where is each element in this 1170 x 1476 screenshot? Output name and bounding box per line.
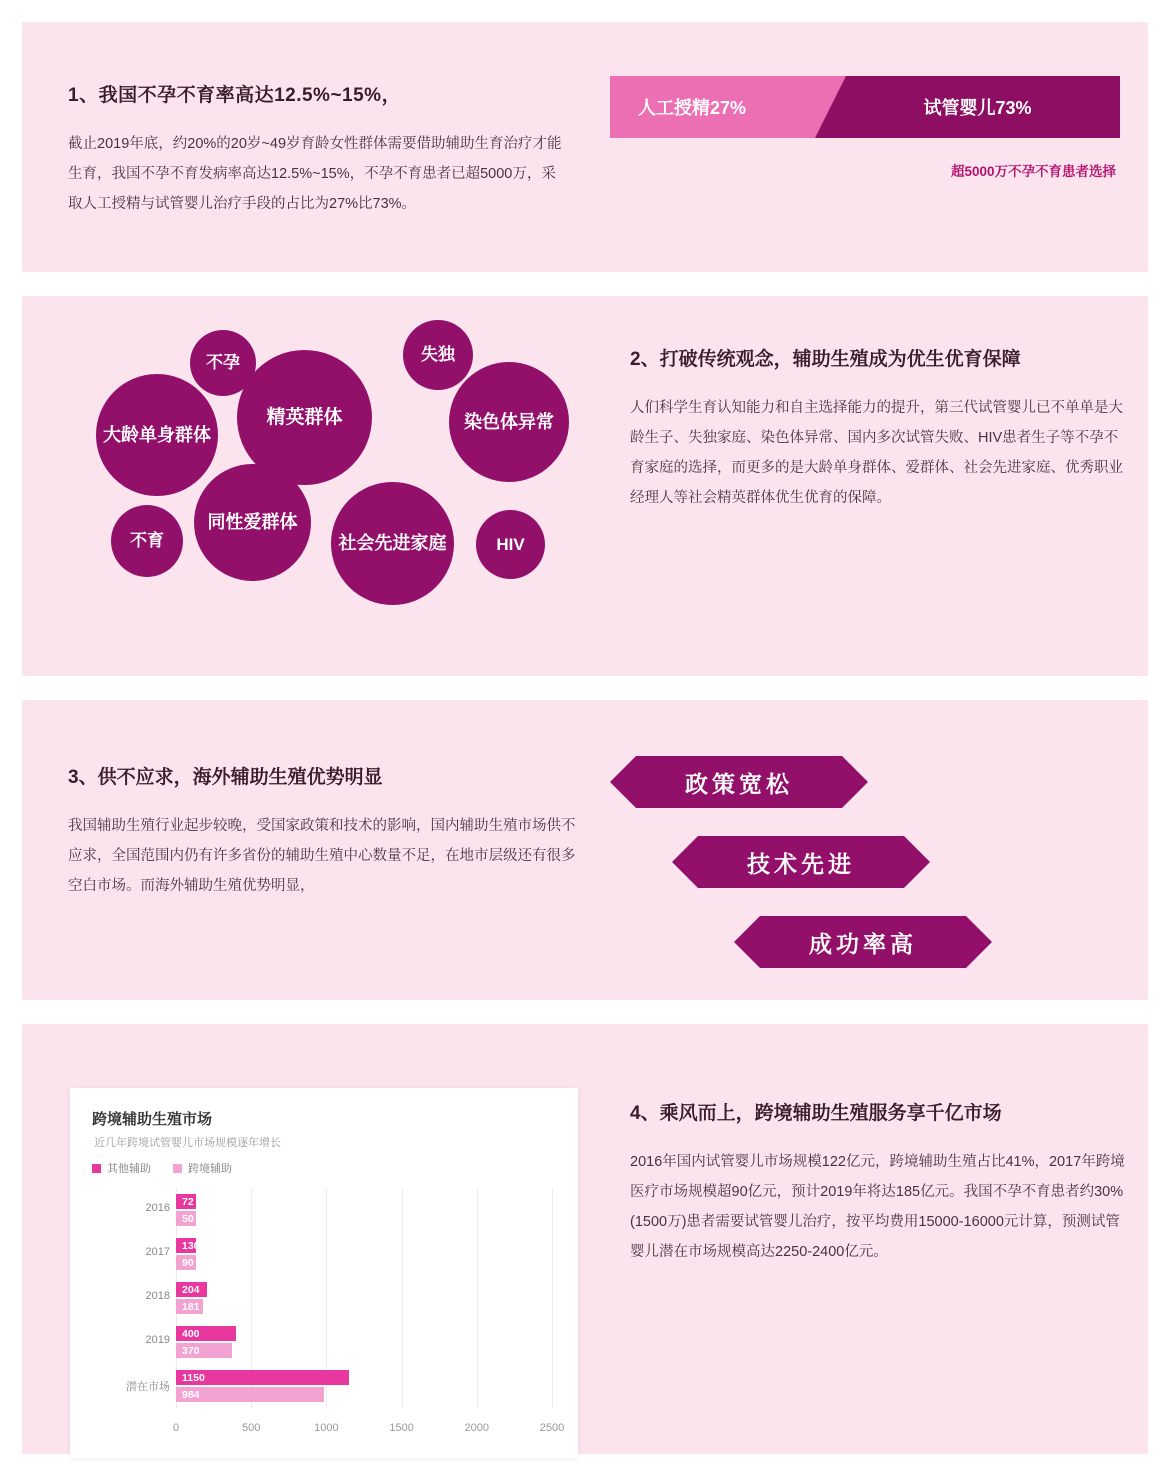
bubble-label-line: 同性爱 [207, 512, 262, 533]
section-3-body: 我国辅助生殖行业起步较晚，受国家政策和技术的影响，国内辅助生殖市场供不应求，全国范围内仍有许多省份的辅助生殖中心数量不足，在地市层级还有很多空白市场。而海外辅助生殖优势明显， [68, 818, 576, 894]
ratio-bar-left-segment [610, 76, 815, 138]
chart-x-tick-label: 1500 [389, 1422, 414, 1434]
chart-bar: 984 [176, 1387, 324, 1402]
bubble-label-line: 群体 [261, 512, 298, 533]
chart-legend-item [92, 1160, 151, 1176]
chart-bar: 72 [176, 1194, 196, 1209]
market-chart-card [70, 1088, 578, 1458]
section-3-title: 3、供不应求，海外辅助生殖优势明显 [68, 767, 383, 788]
arrow-banner-3: 成功率高 [760, 916, 966, 968]
chart-bar: 181 [176, 1299, 203, 1314]
bubble-label-line: 不育 [130, 531, 164, 551]
section-4-text-block [630, 1098, 1130, 1267]
chart-x-tick-label: 2000 [464, 1422, 490, 1434]
chart-legend [92, 1160, 232, 1176]
chart-x-tick-label: 1000 [314, 1422, 339, 1434]
bubble-item [476, 510, 545, 579]
chart-x-tick-label: 0 [172, 1422, 180, 1434]
ratio-left-label: 人工授精27% [638, 98, 747, 118]
chart-bar: 370 [176, 1343, 232, 1358]
chart-bar: 130 [176, 1238, 196, 1253]
bubble-label-line: 失独 [421, 345, 455, 365]
bubble-item [331, 482, 454, 605]
bubble-label-line: 大龄单身 [103, 424, 175, 445]
section-1-body: 截止2019年底，约20%的20岁~49岁育龄女性群体需要借助辅助生育治疗才能生育，我国不孕不育发病率高达12.5%~15%，不孕不育患者已超5000万，采取人工授精与试管婴儿治疗手段的占比为27%比73%。 [68, 136, 562, 212]
chart-bar: 204 [176, 1282, 207, 1297]
bubble-label-line: 精英群体 [266, 406, 343, 428]
chart-subtitle: 近几年跨境试管婴儿市场规模逐年增长 [94, 1137, 281, 1149]
chart-bar: 50 [176, 1211, 196, 1226]
advantage-arrows [602, 748, 1142, 968]
section-4-body: 2016年国内试管婴儿市场规模122亿元，跨境辅助生殖占比41%，2017年跨境医疗市场规模超90亿元，预计2019年将达185亿元。我国不孕不育患者约30%(1500万)患者需要试管婴儿治疗，按平均费用15000-16000元计算，预测试管婴儿潜在市场规模高达2250-2400亿元。 [630, 1154, 1125, 1260]
section-4-panel [22, 1024, 1148, 1454]
chart-category-label: 潜在市场 [126, 1381, 170, 1393]
chart-legend-item [173, 1160, 232, 1176]
chart-x-tick-label: 500 [242, 1422, 261, 1434]
chart-gridline [477, 1188, 478, 1408]
bubble-item [111, 505, 183, 577]
chart-gridline [402, 1188, 403, 1408]
bubble-item [449, 362, 569, 482]
section-2-body: 人们科学生育认知能力和自主选择能力的提升，第三代试管婴儿已不单单是大龄生子、失独家庭、染色体异常、国内多次试管失败、HIV患者生子等不孕不育家庭的选择，而更多的是大龄单身群体、爱群体、社会先进家庭、优秀职业经理人等社会精英群体优生优育的保障。 [630, 400, 1123, 506]
chart-gridline [552, 1188, 553, 1408]
bubble-item [96, 374, 218, 496]
bubble-cluster [82, 312, 602, 662]
chart-category-label: 2017 [145, 1246, 170, 1258]
section-2-title: 2、打破传统观念，辅助生殖成为优生优育保障 [630, 349, 1021, 370]
bubble-label-line: 家庭 [410, 533, 447, 554]
chart-plot-area [92, 1188, 565, 1440]
section-4-title: 4、乘风而上，跨境辅助生殖服务享千亿市场 [630, 1103, 1002, 1124]
chart-bar: 1150 [176, 1370, 349, 1385]
section-1-title: 1、我国不孕不育率高达12.5%~15%， [68, 85, 402, 106]
chart-title: 跨境辅助生殖市场 [92, 1111, 213, 1128]
bubble-item [403, 320, 473, 390]
ratio-note: 超5000万不孕不育患者选择 [950, 164, 1116, 179]
ratio-right-label: 试管婴儿73% [923, 98, 1032, 118]
bubble-label-line: 群体 [175, 424, 211, 445]
legend-swatch [173, 1164, 182, 1173]
chart-category-label: 2019 [145, 1334, 170, 1346]
section-1-panel [22, 22, 1148, 272]
arrow-banner-1: 政策宽松 [636, 756, 842, 808]
legend-label: 跨境辅助 [188, 1163, 232, 1175]
section-3-panel [22, 700, 1148, 1000]
bubble-label-line: 社会先进 [338, 533, 411, 554]
section-1-text-block [68, 80, 568, 219]
section-3-text-block [68, 762, 578, 901]
ratio-bar [610, 76, 1120, 138]
section-1-graphic [610, 76, 1120, 180]
section-2-text-block [630, 344, 1130, 513]
bubble-item [194, 464, 311, 581]
bubble-label-line: 不孕 [206, 353, 240, 373]
legend-swatch [92, 1164, 101, 1173]
bubble-label-line: 染色体 [464, 411, 518, 432]
ratio-bar-right-segment [815, 76, 1120, 138]
chart-bar: 90 [176, 1255, 196, 1270]
section-2-panel [22, 296, 1148, 676]
chart-category-label: 2016 [145, 1202, 170, 1214]
chart-category-label: 2018 [145, 1290, 170, 1302]
arrow-banner-2: 技术先进 [698, 836, 904, 888]
bubble-label-line: 异常 [518, 411, 554, 432]
bubble-label-line: HIV [496, 534, 525, 554]
legend-label: 其他辅助 [107, 1163, 151, 1175]
chart-bar: 400 [176, 1326, 236, 1341]
chart-x-tick-label: 2500 [539, 1422, 565, 1434]
